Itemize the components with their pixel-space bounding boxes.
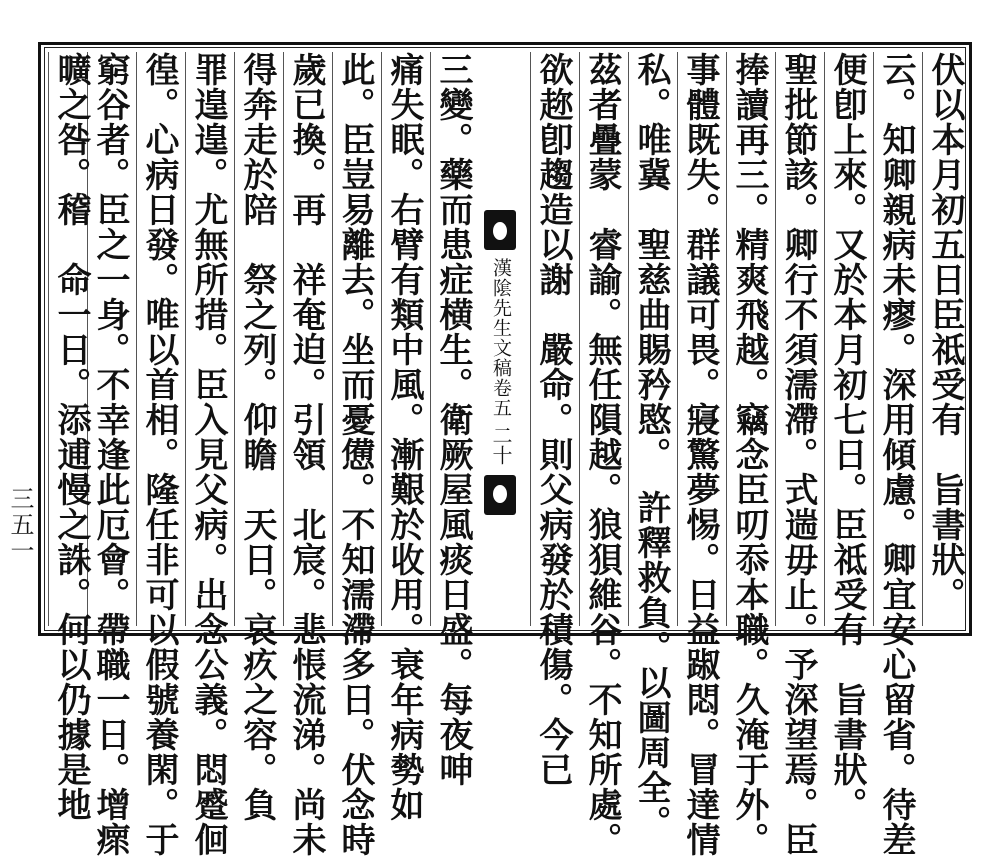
text-column-r5 bbox=[726, 52, 770, 857]
column-text: 云。知卿親病未瘳。深用傾慮。卿宜安心留省。待差 bbox=[876, 52, 916, 857]
column-text: 曠之咎。稽 命一日。添逋慢之誅。何以仍據是地 bbox=[51, 52, 91, 822]
text-column-l1 bbox=[430, 52, 474, 787]
fish-tail-ornament-top bbox=[484, 210, 516, 250]
column-text: 此。臣豈易離去。坐而憂憊。不知濡滯多日。伏念時 bbox=[335, 52, 375, 857]
folio-number: 二十 bbox=[489, 425, 513, 465]
column-text: 徨。心病日發。唯以首相。隆任非可以假號養閑。于 bbox=[139, 52, 179, 857]
column-text: 捧讀再三。精爽飛越。竊念臣叨忝本職。久淹于外。 bbox=[729, 52, 769, 857]
text-column-l6 bbox=[185, 52, 229, 857]
column-text: 事體既失。群議可畏。寢驚夢惕。日益踧悶。冒達情 bbox=[680, 52, 720, 857]
text-column-r8 bbox=[579, 52, 623, 857]
book-title: 漢隂先生文稿卷五 bbox=[490, 258, 512, 418]
text-column-l7 bbox=[136, 52, 180, 857]
column-text: 三變。藥而患症横生。衛厥屋風痰日盛。每夜呻 bbox=[433, 52, 473, 787]
column-text: 窮谷者。臣之一身。不幸逢此厄會。帶職一日。增瘝 bbox=[90, 52, 130, 857]
text-column-r4 bbox=[775, 52, 819, 857]
text-column-r6 bbox=[677, 52, 721, 857]
text-column-r1 bbox=[922, 52, 966, 626]
column-text: 便卽上來。又於本月初七日。臣祗受有 旨書狀。 bbox=[827, 52, 867, 822]
fish-tail-ornament-bottom bbox=[484, 475, 516, 515]
text-column-r9 bbox=[530, 52, 574, 787]
text-column-l5 bbox=[234, 52, 278, 822]
text-column-l9 bbox=[48, 52, 92, 822]
column-text: 茲者疊蒙 睿諭。無任隕越。狼狽維谷。不知所處。 bbox=[582, 52, 622, 857]
column-text: 罪遑遑。尤無所措。臣入見父病。出念公義。悶蹙佪 bbox=[188, 52, 228, 857]
text-column-r7 bbox=[628, 52, 672, 840]
column-text: 伏以本月初五日臣祗受有 旨書狀。 bbox=[925, 52, 965, 612]
text-column-l4 bbox=[283, 52, 327, 857]
column-text: 聖批節該。卿行不須濡滯。式遄毋止。予深望焉。臣 bbox=[778, 52, 818, 857]
center-fold-column bbox=[480, 210, 520, 590]
page-number: 三五一 bbox=[6, 486, 34, 564]
text-column-l2 bbox=[381, 52, 425, 822]
text-column-l3 bbox=[332, 52, 376, 857]
text-column-r3 bbox=[824, 52, 868, 822]
column-text: 私。唯冀 聖慈曲賜矜愍。 許釋救負。以圖周全。 bbox=[631, 52, 671, 840]
column-text: 得奔走於陪 祭之列。仰瞻 天日。哀疚之容。負 bbox=[237, 52, 277, 822]
column-text: 歲已換。再 祥奄迫。引領 北宸。悲悵流涕。尚未 bbox=[286, 52, 326, 857]
column-text: 痛失眠。右臂有類中風。漸艱於收用。衰年病勢如 bbox=[384, 52, 424, 822]
text-column-l8 bbox=[87, 52, 131, 857]
text-column-r2 bbox=[873, 52, 917, 857]
column-text: 欲趂卽趨造以謝 嚴命。則父病發於積傷。今已 bbox=[533, 52, 573, 787]
